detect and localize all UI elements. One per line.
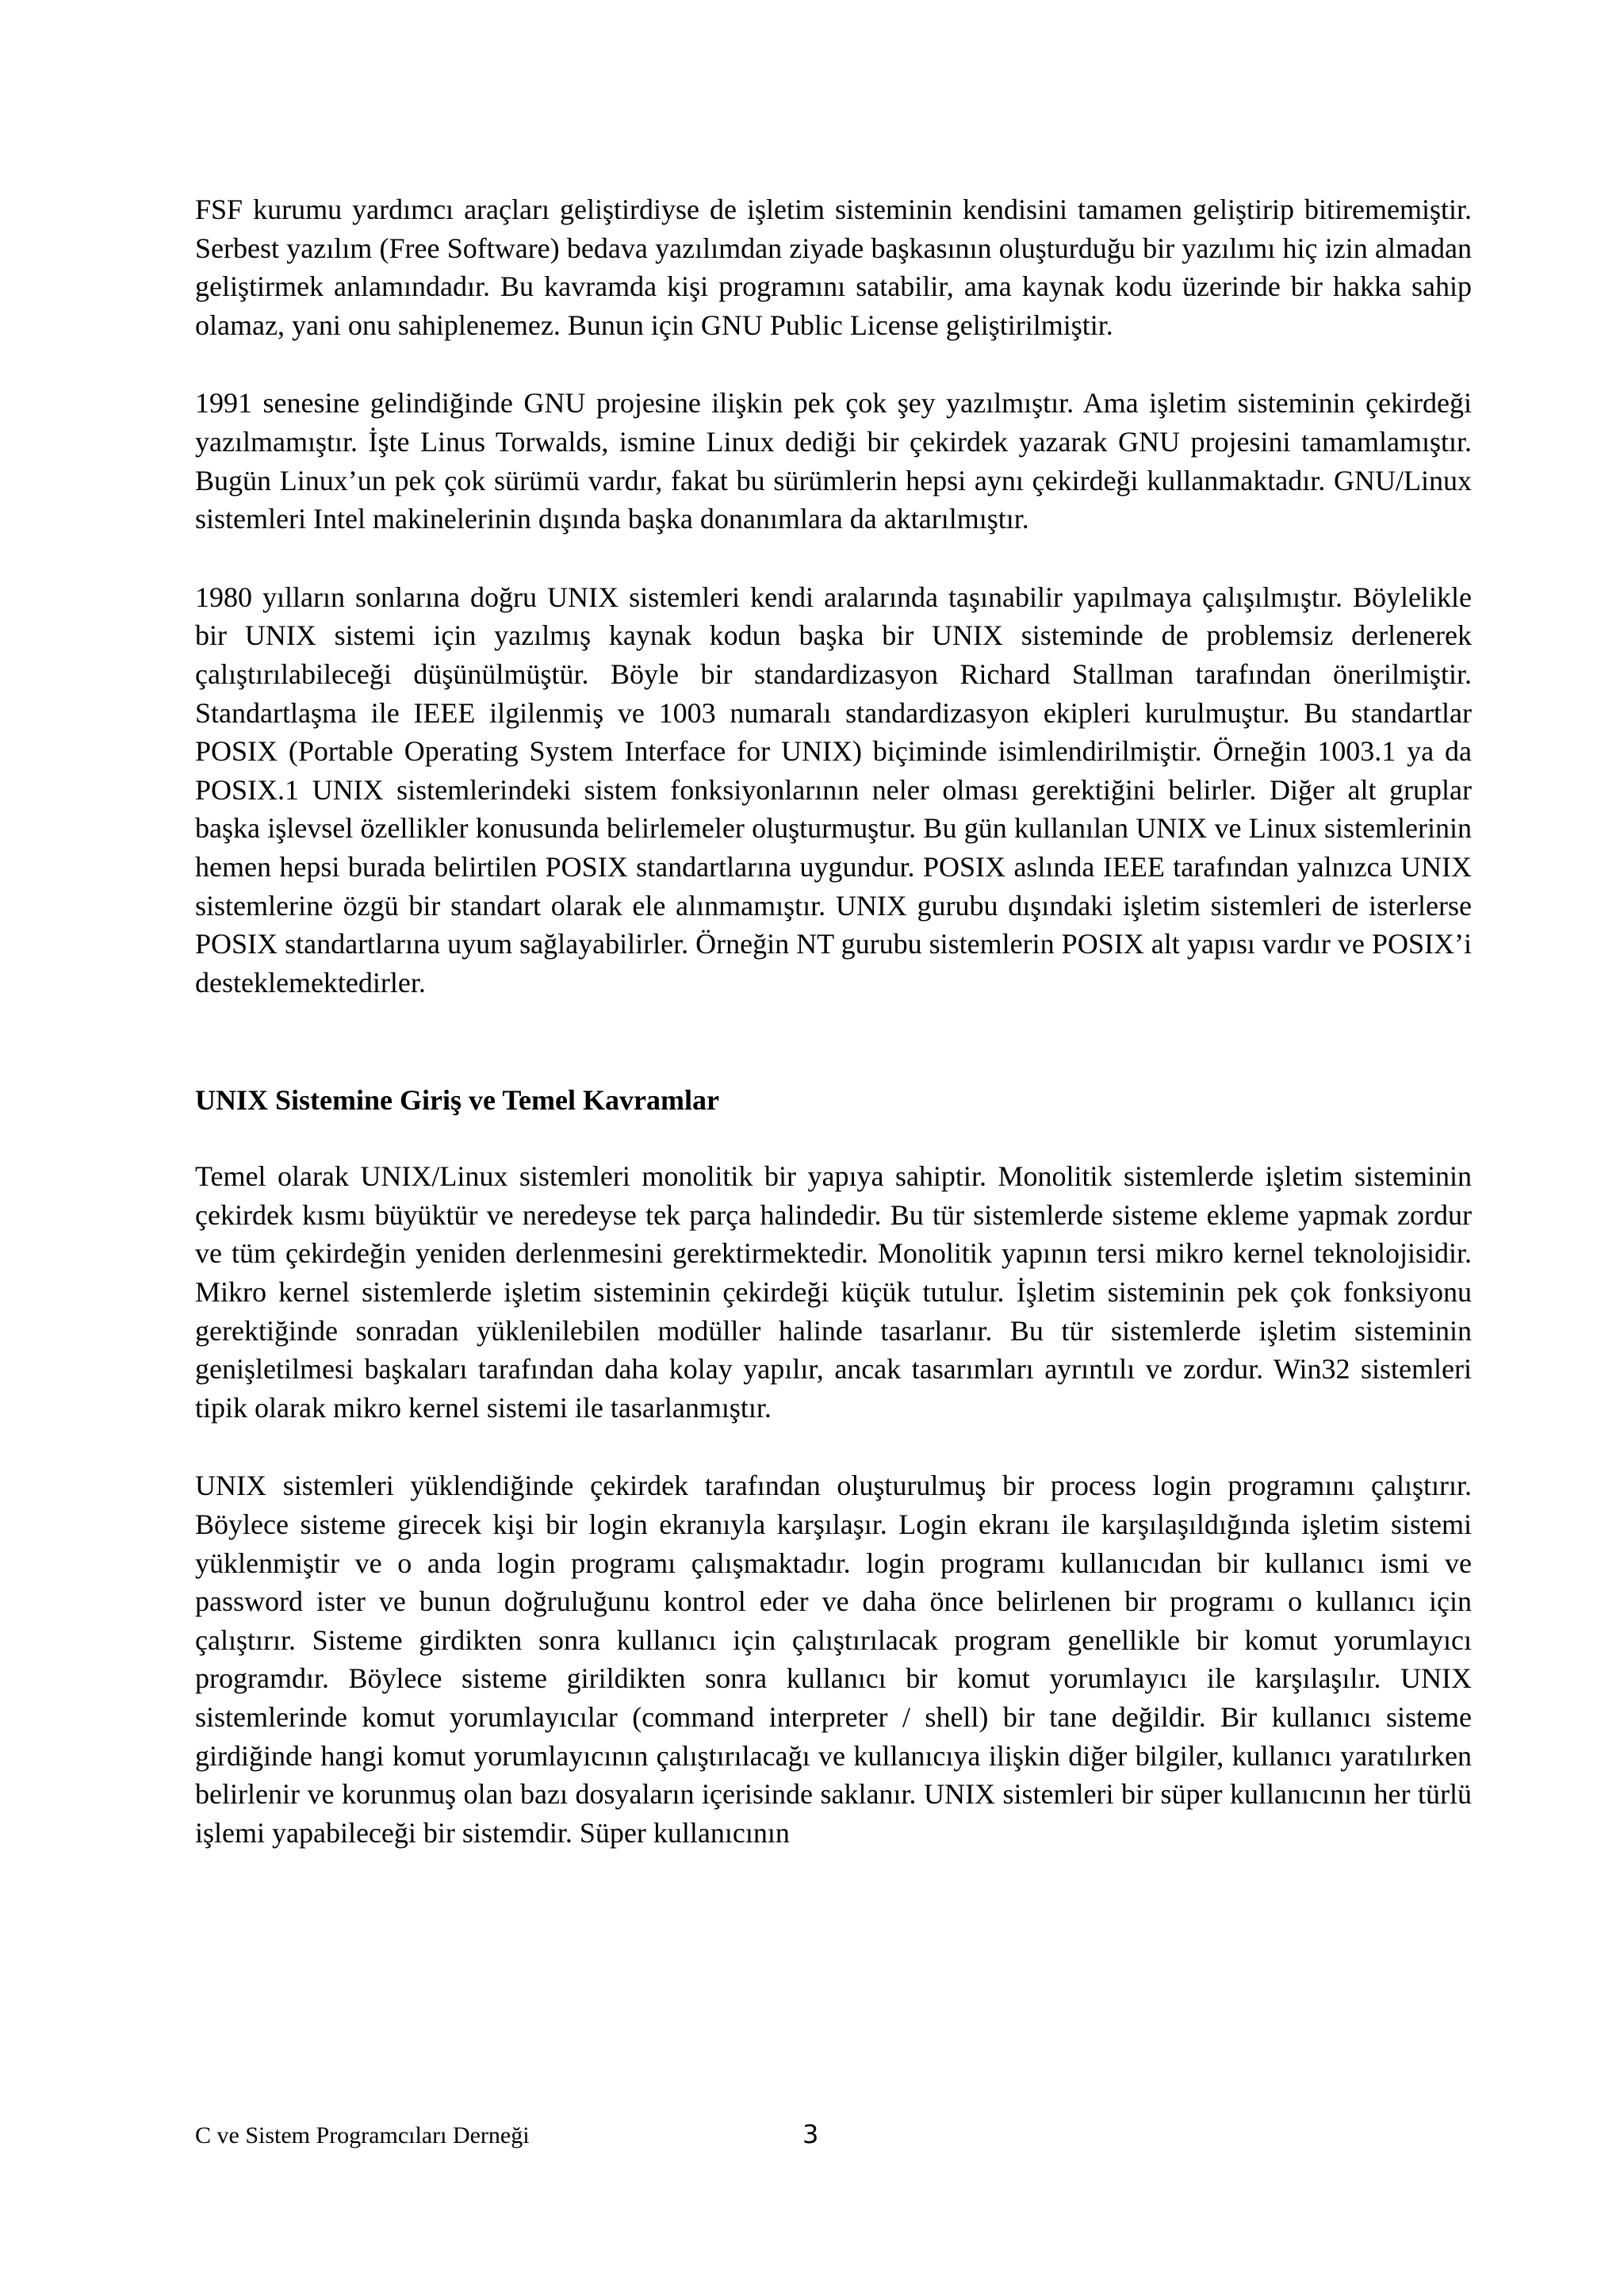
paragraph-login-process: UNIX sistemleri yüklendiğinde çekirdek tarafından oluşturulmuş bir process login programını çalıştırır. Böylece sisteme girecek kişi bir login ekranıyla karşılaşır. Login ekranı ile karşılaşıldığında işletim sistemi yüklenmiştir ve o anda login programı çalışmaktadır. login programı kullanıcıdan bir kullanıcı ismi ve password ister ve bunun doğruluğunu kontrol eder ve daha önce belirlenen bir programı o kullanıcı için çalıştırır. Sisteme girdikten sonra kullanıcı için çalıştırılacak program genellikle bir komut yorumlayıcı programdır. Böylece sisteme girildikten sonra kullanıcı bir komut yorumlayıcı ile karşılaşılır. UNIX sistemlerinde komut yorumlayıcılar (command interpreter / shell) bir tane değildir. Bir kullanıcı sisteme girdiğinde hangi komut yorumlayıcının çalıştırılacağı ve kullanıcıya ilişkin diğer bilgiler, kullanıcı yaratılırken belirlenir ve korunmuş olan bazı dosyaların içerisinde saklanır. UNIX sistemleri bir süper kullanıcının her türlü işlemi yapabileceği bir sistemdir. Süper kullanıcının [195,1470,1472,1849]
paragraph-gnu-linux-history: 1991 senesine gelindiğinde GNU projesine ilişkin pek çok şey yazılmıştır. Ama işletim sisteminin çekirdeği yazılmamıştır. İşte Linus Torwalds, ismine Linux dediği bir çekirdek yazarak GNU projesini tamamlamıştır. Bugün Linux’un pek çok sürümü vardır, fakat bu sürümlerin hepsi aynı çekirdeği kullanmaktadır. GNU/Linux sistemleri Intel makinelerinin dışında başka donanımlara da aktarılmıştır. [195,387,1472,535]
section-heading: UNIX Sistemine Giriş ve Temel Kavramlar [195,1084,719,1117]
document-body [195,190,1472,1892]
page-number: 3 [802,2119,819,2149]
paragraph-posix-standardization: 1980 yılların sonlarına doğru UNIX sistemleri kendi aralarında taşınabilir yapılmaya çalışılmıştır. Böylelikle bir UNIX sistemi için yazılmış kaynak kodun başka bir UNIX sisteminde de problemsiz derlenerek çalıştırılabileceği düşünülmüştür. Böyle bir standardizasyon Richard Stallman tarafından önerilmiştir. Standartlaşma ile IEEE ilgilenmiş ve 1003 numaralı standardizasyon ekipleri kurulmuştur. Bu standartlar POSIX (Portable Operating System Interface for UNIX) biçiminde isimlendirilmiştir. Örneğin 1003.1 ya da POSIX.1 UNIX sistemlerindeki sistem fonksiyonlarının neler olması gerektiğini belirler. Diğer alt gruplar başka işlevsel özellikler konusunda belirlemeler oluşturmuştur. Bu gün kullanılan UNIX ve Linux sistemlerinin hemen hepsi burada belirtilen POSIX standartlarına uygundur. POSIX aslında IEEE tarafından yalnızca UNIX sistemlerine özgü bir standart olarak ele alınmamıştır. UNIX gurubu dışındaki işletim sistemleri de isterlerse POSIX standartlarına uyum sağlayabilirler. Örneğin NT gurubu sistemlerin POSIX alt yapısı vardır ve POSIX’i desteklemektedirler. [195,581,1472,999]
paragraph-monolithic-kernel: Temel olarak UNIX/Linux sistemleri monolitik bir yapıya sahiptir. Monolitik sistemlerde işletim sisteminin çekirdek kısmı büyüktür ve neredeyse tek parça halindedir. Bu tür sistemlerde sisteme ekleme yapmak zordur ve tüm çekirdeğin yeniden derlenmesini gerektirmektedir. Monolitik yapının tersi mikro kernel teknolojisidir. Mikro kernel sistemlerde işletim sisteminin çekirdeği küçük tutulur. İşletim sisteminin pek çok fonksiyonu gerektiğinde sonradan yüklenilebilen modüller halinde tasarlanır. Bu tür sistemlerde işletim sisteminin genişletilmesi başkaları tarafından daha kolay yapılır, ancak tasarımları ayrıntılı ve zordur. Win32 sistemleri tipik olarak mikro kernel sistemi ile tasarlanmıştır. [195,1160,1472,1424]
paragraph-fsf-free-software: FSF kurumu yardımcı araçları geliştirdiyse de işletim sisteminin kendisini tamamen geliştirip bitirememiştir. Serbest yazılım (Free Software) bedava yazılımdan ziyade başkasının oluşturduğu bir yazılımı hiç izin almadan geliştirmek anlamındadır. Bu kavramda kişi programını satabilir, ama kaynak kodu üzerinde bir hakka sahip olamaz, yani onu sahiplenemez. Bunun için GNU Public License geliştirilmiştir. [195,194,1472,341]
footer-organization: C ve Sistem Programcıları Derneği [195,2122,530,2148]
